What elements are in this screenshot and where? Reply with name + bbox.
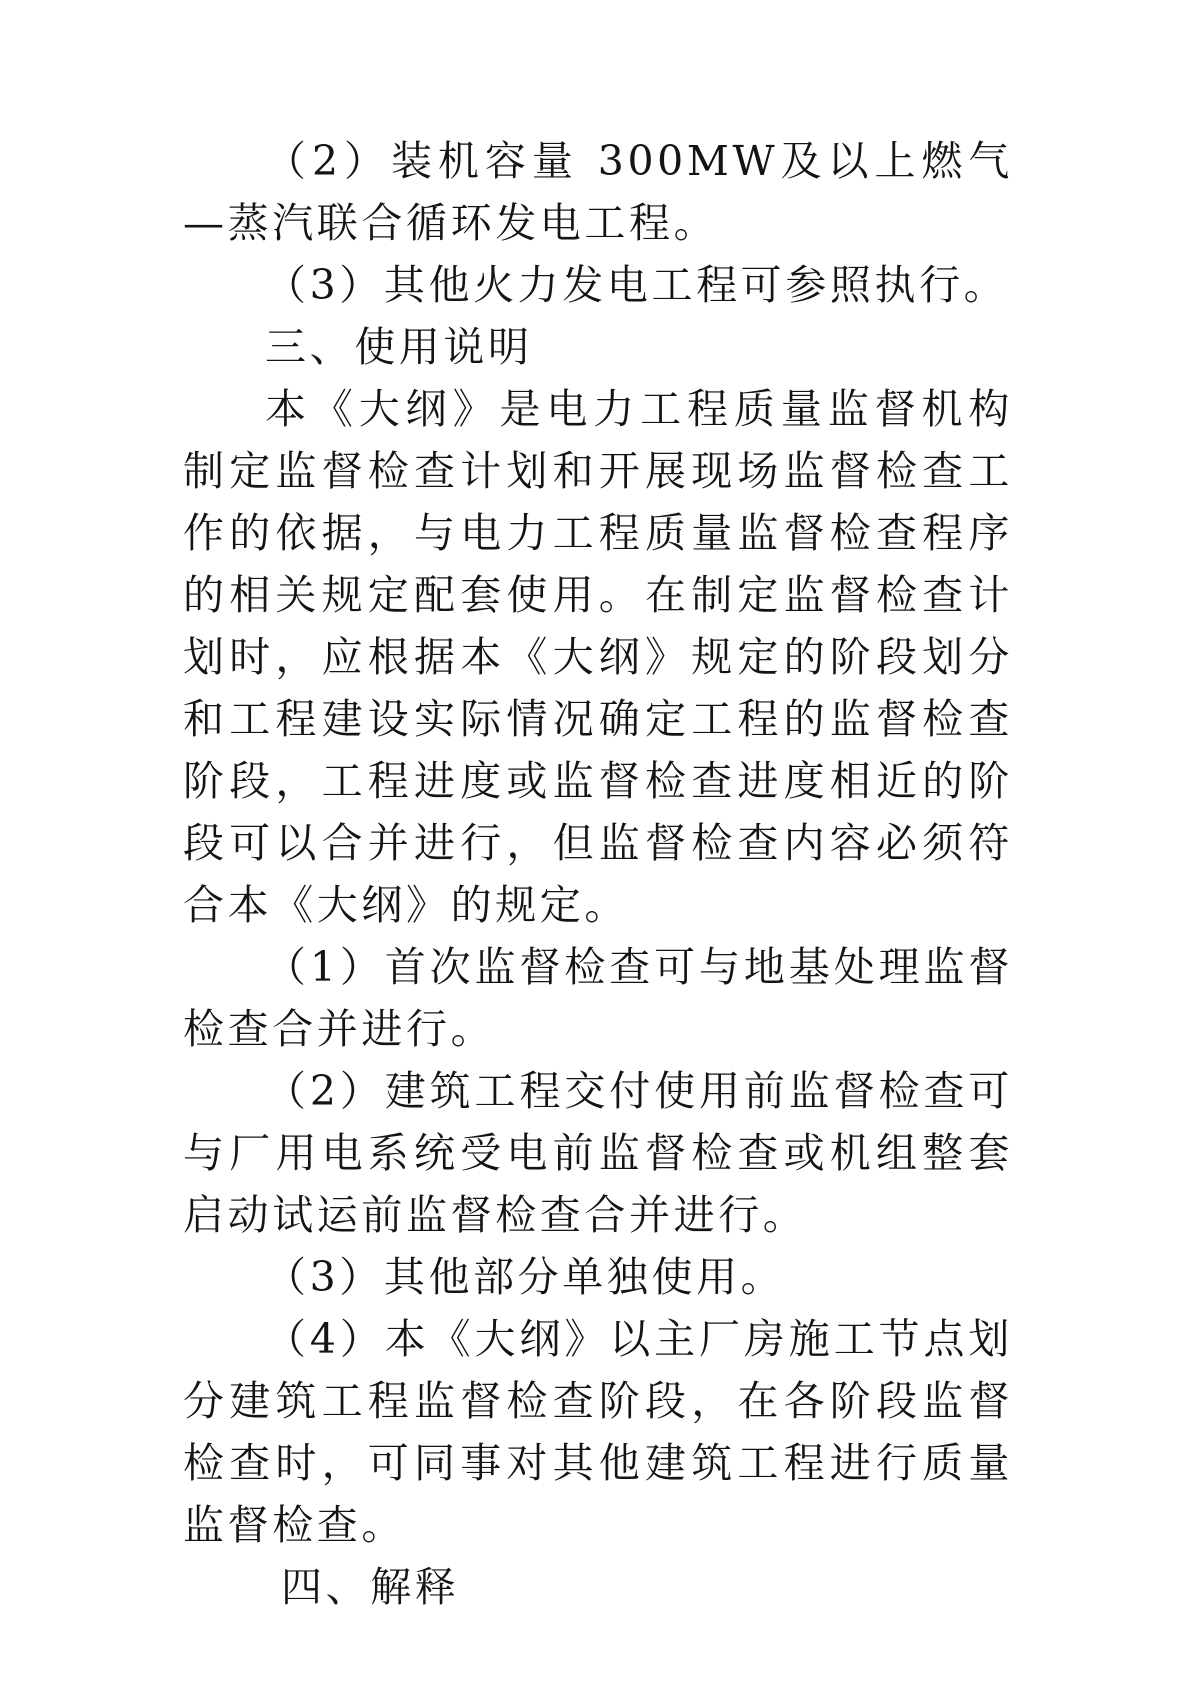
paragraph-item-3: （3）其他火力发电工程可参照执行。 xyxy=(265,261,1009,309)
paragraph-item-2: （2）装机容量 300MW及以上燃气—蒸汽联合循环发电工程。 xyxy=(183,137,1013,247)
section-heading-usage: 三、使用说明 xyxy=(265,323,533,371)
paragraph-usage-item-3: （3）其他部分单独使用。 xyxy=(265,1253,786,1301)
paragraph-usage-description: 本《大纲》是电力工程质量监督机构制定监督检查计划和开展现场监督检查工作的依据，与电力工程质量监督检查程序的相关规定配套使用。在制定监督检查计划时，应根据本《大纲》规定的阶段划分和工程建设实际情况确定工程的监督检查阶段，工程进度或监督检查进度相近的阶段可以合并进行，但监督检查内容必须符合本《大纲》的规定。 xyxy=(183,385,1013,929)
paragraph-usage-item-1: （1）首次监督检查可与地基处理监督检查合并进行。 xyxy=(183,943,1013,1053)
section-heading-interpretation: 四、解释 xyxy=(281,1563,460,1611)
paragraph-usage-item-4: （4）本《大纲》以主厂房施工节点划分建筑工程监督检查阶段，在各阶段监督检查时，可同事对其他建筑工程进行质量监督检查。 xyxy=(183,1315,1013,1549)
paragraph-usage-item-2: （2）建筑工程交付使用前监督检查可与厂用电系统受电前监督检查或机组整套启动试运前监督检查合并进行。 xyxy=(183,1067,1013,1239)
document-body xyxy=(183,130,1013,1618)
